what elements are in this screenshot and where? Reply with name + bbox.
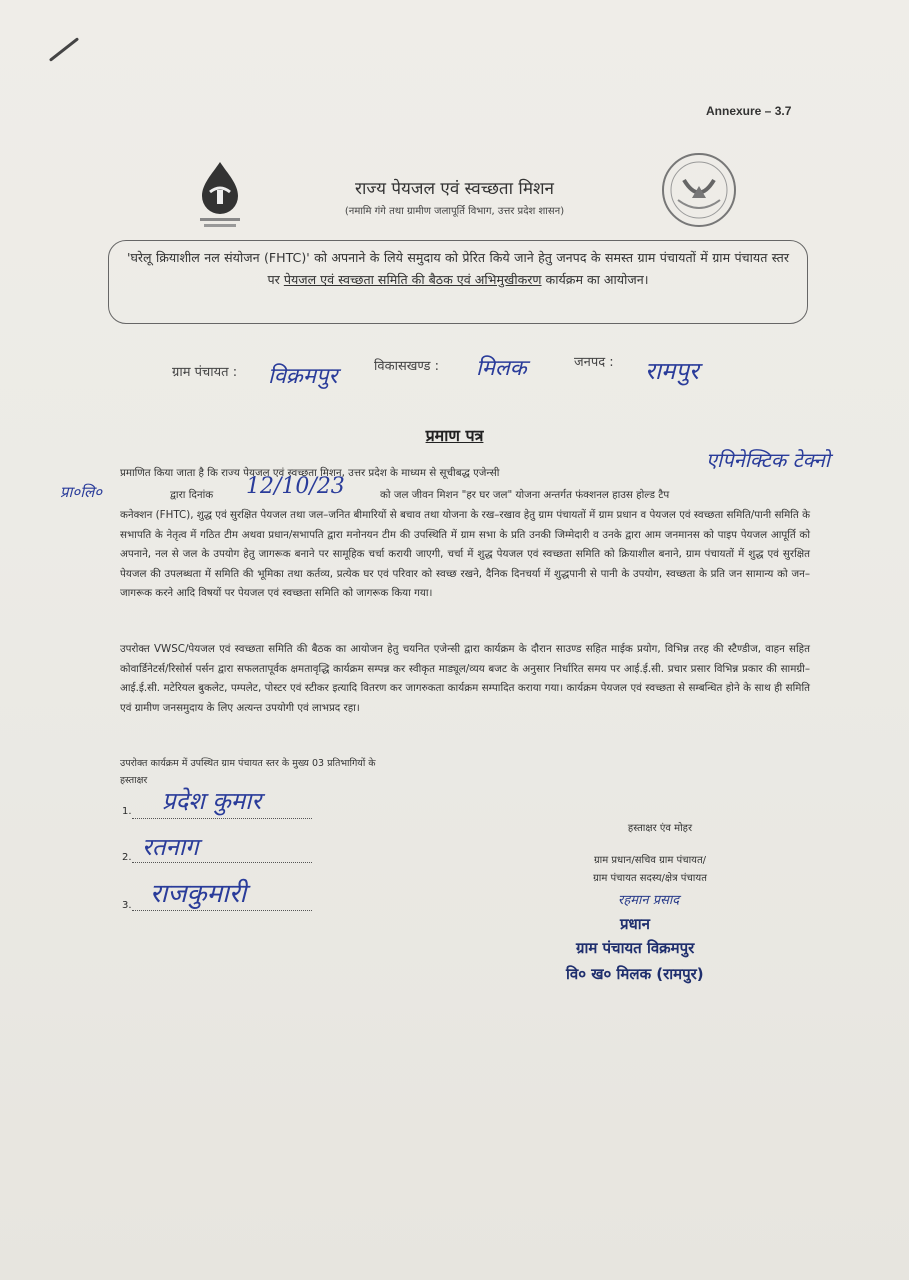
- participant-2-number: 2.: [122, 852, 132, 863]
- up-government-emblem-icon: [654, 150, 744, 230]
- signature-seal-label: हस्ताक्षर एंव मोहर: [627, 823, 693, 834]
- paragraph2-body: उपरोक्त VWSC/पेयजल एवं स्वच्छता समिति की बैठक का आयोजन हेतु चयनित एजेन्सी द्वारा कार्यक्रम के दौरान साउण्ड सहित माईक प्रयोग, विभिन्न तरह की स्टैण्डीज, वाहन सहित कोवार्डिनेटर्स/रिसोर्स पर्सन द्वारा सफलतापूर्वक क्षमतावृद्धि कार्यक्रम सम्पन्न कर स्वीकृत माड्यूल/व्यय बजट के अनुसार निर्धारित समय पर आई.ई.सी. प्रचार प्रसार विभिन्न प्रकार की सामग्री–आई.ई.सी. मटेरियल बुकलेट, पम्पलेट, पोस्टर एवं स्टीकर इत्यादि वितरण कर जागरुकता कार्यक्रम सम्पादित कराया गया। कार्यक्रम पेयजल एवं स्वच्छता से सम्बन्धित होने के साथ ही समिति एवं ग्रामीण जनसमुदाय के लिए अत्यन्त उपयोगी एवं लाभप्रद रहा।: [120, 643, 810, 714]
- stamp-pradhan: प्रधान: [620, 915, 650, 933]
- vikaskhand-label: विकासखण्ड :: [374, 359, 440, 374]
- paragraph1-body: कनेक्शन (FHTC), शुद्ध एवं सुरक्षित पेयजल तथा जल–जनित बीमारियों से बचाव तथा योजना के रख–रखाव हेतु ग्राम पंचायतों में ग्राम प्रधान व पेयजल एवं स्वच्छता समिति/पानी समिति के सभापति के नेतृत्व में गठित टीम अथवा प्रधान/सभापति द्वारा मनोनयन टीम की उपस्थिति में ग्राम सभा के प्रति उनकी जिम्मेदारी व उनके द्वारा आम जनमानस को पाइप पेयजल आपूर्ति को अपनाने, नल से जल के उपयोग हेतु जागरूक बनाने पर सामूहिक चर्चा करायी जाएगी, चर्चा में शुद्ध पेयजल एवं स्वच्छता समिति को क्रियाशील बनाने, ग्राम पंचायतों में शुद्ध एवं सुरक्षित पेयजल की उपलब्धता में समिति की भूमिका तथा कर्तव्य, प्रत्येक घर एवं परिवार को स्वच्छ रखने, दैनिक दिनचर्या में शुद्धपानी से पानी के उपयोग, स्वच्छता के प्रति जन सामान्य को जन–जागरूक करने आदि विषयों पर पेयजल एवं स्वच्छता समिति को जागरूक किया गया।: [120, 509, 810, 599]
- handwritten-date: 12/10/23: [246, 474, 345, 499]
- staple-pin: [49, 37, 79, 62]
- annexure-label: Annexure – 3.7: [706, 104, 792, 118]
- signatory-roles-line2: ग्राम पंचायत सदस्य/क्षेत्र पंचायत: [593, 873, 707, 884]
- participant-1-line: [132, 818, 312, 819]
- handwritten-agency-suffix: प्रा०लि०: [60, 483, 103, 501]
- participant-2-signature: रतनाग: [142, 833, 199, 861]
- mission-title: राज्य पेयजल एवं स्वच्छता मिशन: [355, 179, 554, 199]
- vikaskhand-value: मिलक: [476, 356, 527, 381]
- participant-3-signature: राजकुमारी: [150, 879, 247, 909]
- stamp-vikaskhand: वि० ख० मिलक (रामपुर): [566, 965, 704, 983]
- box-text-highlight: पेयजल एवं स्वच्छता समिति की बैठक एवं अभिमुखीकरण: [283, 272, 542, 287]
- participant-3-number: 3.: [122, 900, 132, 911]
- janpad-label: जनपद :: [574, 355, 614, 370]
- participant-3-line: [132, 910, 312, 911]
- stamp-gram-panchayat: ग्राम पंचायत विक्रमपुर: [576, 939, 695, 957]
- participant-1-number: 1.: [122, 806, 132, 817]
- signatory-roles-line1: ग्राम प्रधान/सचिव ग्राम पंचायत/: [593, 855, 707, 866]
- participants-note: उपरोक्त कार्यक्रम में उपस्थित ग्राम पंचायत स्तर के मुख्य 03 प्रतिभागियों के: [120, 758, 376, 769]
- gram-panchayat-label: ग्राम पंचायत :: [172, 365, 238, 380]
- box-text-part1: 'घरेलू क्रियाशील नल संयोजन (FHTC)' को अपनाने के लिये समुदाय को प्रेरित किये जाने हेतु जनपद के समस्त ग्राम पंचायतों में ग्राम पंचायत स्तर पर: [127, 250, 789, 287]
- gram-panchayat-value: विक्रमपुर: [268, 364, 338, 389]
- mission-subtitle: (नमामि गंगे तथा ग्रामीण जलापूर्ति विभाग, उत्तर प्रदेश शासन): [344, 206, 565, 217]
- paragraph1-line2: को जल जीवन मिशन "हर घर जल" योजना अन्तर्गत फंक्शनल हाउस होल्ड टैप: [380, 489, 670, 501]
- paragraph1-date-label: द्वारा दिनांक: [170, 489, 214, 501]
- certificate-heading: [0, 424, 909, 446]
- box-text-part2: कार्यक्रम का आयोजन।: [541, 272, 649, 287]
- certificate-title: प्रमाण पत्र: [425, 426, 484, 445]
- participant-1-signature: प्रदेश कुमार: [162, 787, 262, 815]
- pradhan-signature: रहमान प्रसाद: [618, 893, 680, 908]
- paragraph1-line1: प्रमाणित किया जाता है कि राज्य पेयजल एवं स्वच्छता मिशन, उत्तर प्रदेश के माध्यम से सूचीबद्ध एजेन्सी: [120, 467, 500, 479]
- janpad-value: रामपुर: [645, 357, 699, 385]
- event-description-box: [108, 240, 808, 324]
- handwritten-agency: एपिनेक्टिक टेक्नो: [706, 448, 830, 472]
- signature-label: हस्ताक्षर: [120, 775, 148, 786]
